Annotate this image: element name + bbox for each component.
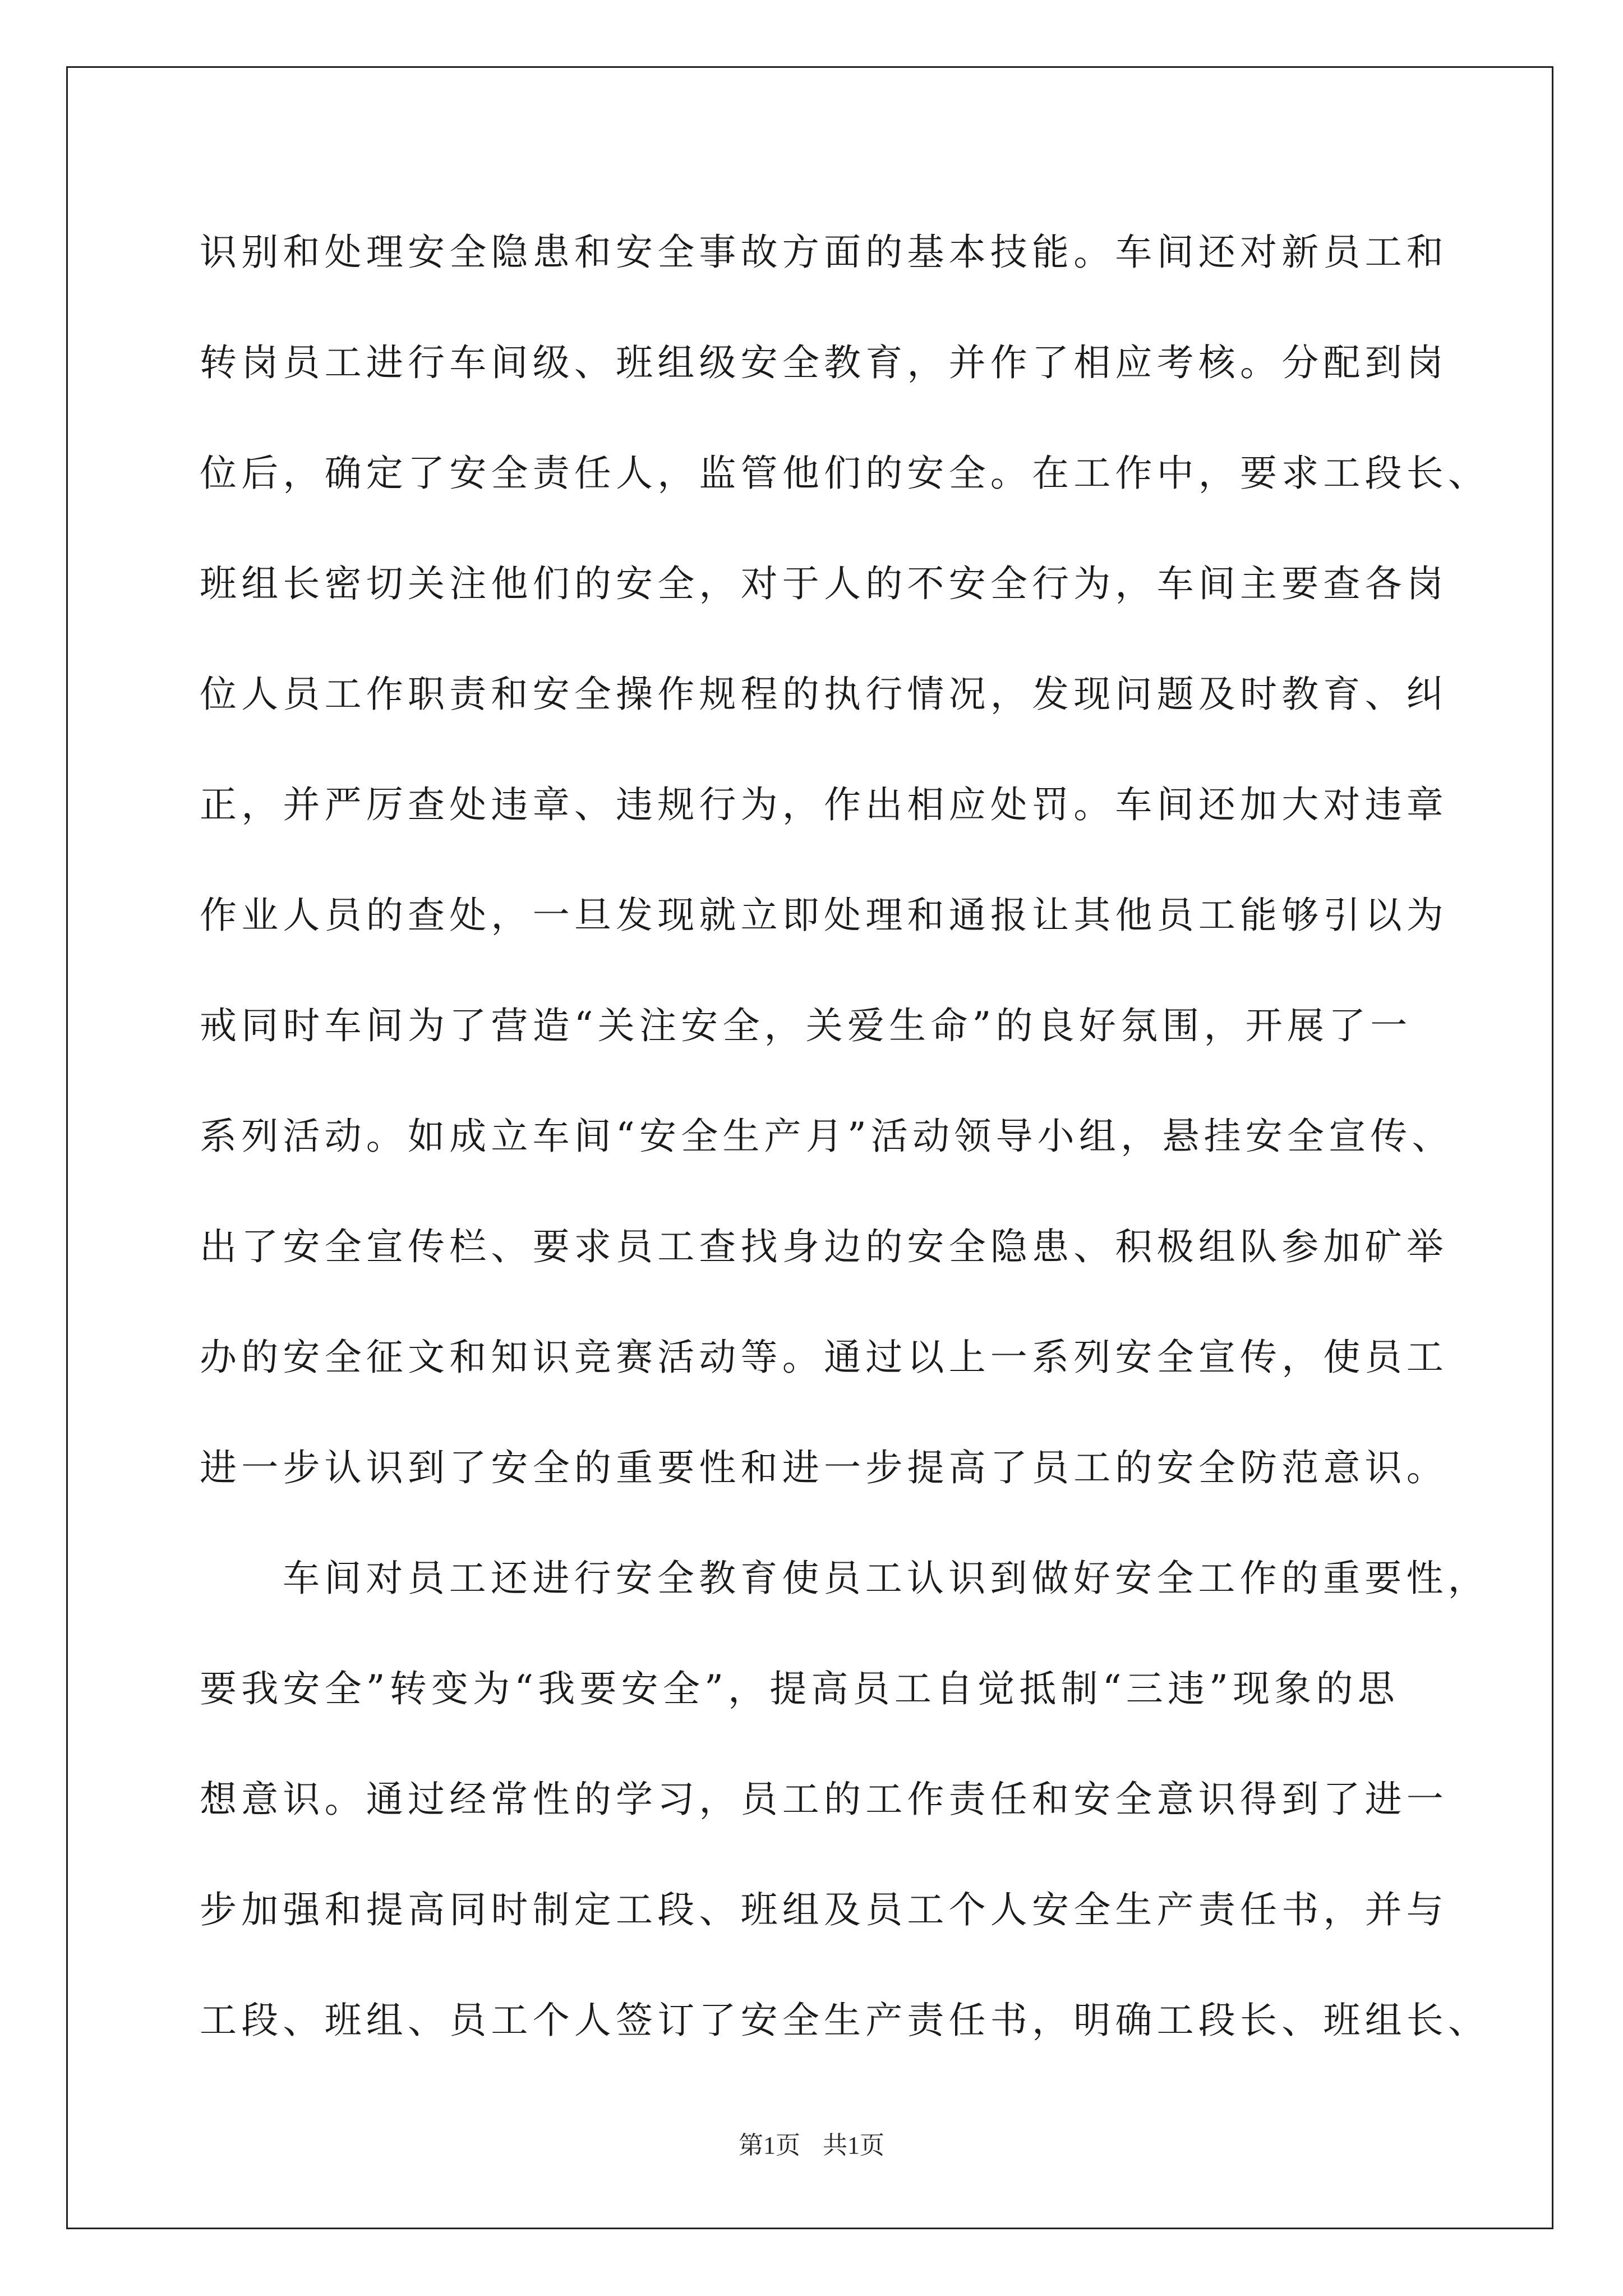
paragraph-start-line: 车间对员工还进行安全教育使员工认识到做好安全工作的重要性， (283, 1557, 1490, 1600)
text-line: 想意识。通过经常性的学习，员工的工作责任和安全意识得到了进一 (200, 1778, 1448, 1821)
document-body (200, 219, 1490, 2097)
text-line: 办的安全征文和知识竞赛活动等。通过以上一系列安全宣传，使员工 (200, 1336, 1448, 1379)
text-line: 进一步认识到了安全的重要性和进一步提高了员工的安全防范意识。 (200, 1446, 1448, 1489)
text-line: 位人员工作职责和安全操作规程的执行情况，发现问题及时教育、纠 (200, 673, 1448, 716)
text-line: 作业人员的查处，一旦发现就立即处理和通报让其他员工能够引以为 (200, 894, 1448, 937)
text-line: 正，并严厉查处违章、违规行为，作出相应处罚。车间还加大对违章 (200, 783, 1448, 826)
page-total: 共1页 (823, 2132, 884, 2159)
text-line: 要我安全”转变为“我要安全”，提高员工自觉抵制“三违”现象的思 (200, 1667, 1399, 1710)
text-line: 识别和处理安全隐患和安全事故方面的基本技能。车间还对新员工和 (200, 231, 1448, 274)
text-line: 系列活动。如成立车间“安全生产月”活动领导小组，悬挂安全宣传、 (200, 1115, 1454, 1158)
text-line: 转岗员工进行车间级、班组级安全教育，并作了相应考核。分配到岗 (200, 341, 1448, 384)
text-line: 戒同时车间为了营造“关注安全，关爱生命”的良好氛围，开展了一 (200, 1004, 1412, 1047)
text-line: 出了安全宣传栏、要求员工查找身边的安全隐患、积极组队参加矿举 (200, 1225, 1448, 1268)
page-number: 第1页 (739, 2132, 800, 2159)
text-line: 工段、班组、员工个人签订了安全生产责任书，明确工段长、班组长、 (200, 1999, 1490, 2042)
page-footer (0, 2129, 1623, 2162)
text-line: 班组长密切关注他们的安全，对于人的不安全行为，车间主要查各岗 (200, 562, 1448, 605)
text-line: 步加强和提高同时制定工段、班组及员工个人安全生产责任书，并与 (200, 1888, 1448, 1931)
text-line: 位后，确定了安全责任人，监管他们的安全。在工作中，要求工段长、 (200, 452, 1490, 495)
